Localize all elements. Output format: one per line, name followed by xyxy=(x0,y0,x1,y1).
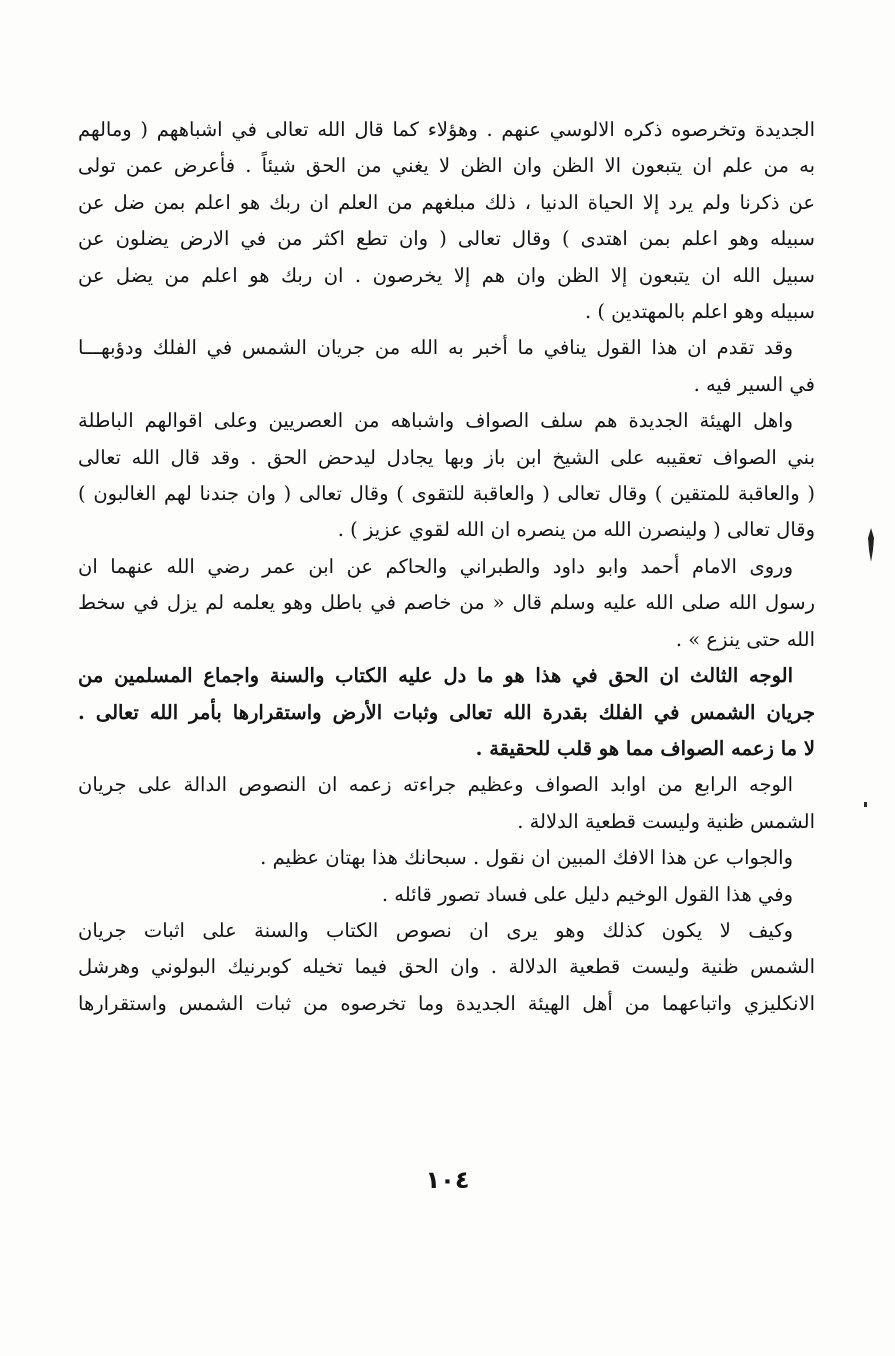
line-row xyxy=(78,695,815,731)
text-line: والجواب عن هذا الافك المبين ان نقول . سبحانك هذا بهتان عظيم . xyxy=(260,846,793,870)
text-line: الله حتى ينزع » . xyxy=(675,627,815,651)
line-row xyxy=(78,658,815,694)
margin-speck xyxy=(864,802,867,807)
line-row xyxy=(78,767,815,803)
text-line: وقد تقدم ان هذا القول ينافي ما أخبر به الله من جريان الشمس في الفلك ودؤبهـــا xyxy=(78,336,793,360)
text-line: سبيله وهو اعلم بالمهتدين ) . xyxy=(584,300,815,324)
text-line: في السير فيه . xyxy=(693,372,815,396)
line-row xyxy=(78,622,815,658)
line-row xyxy=(78,367,815,403)
line-row xyxy=(78,804,815,840)
text-line: وكيف لا يكون كذلك وهو يرى ان نصوص الكتاب والسنة على اثبات جريان xyxy=(78,918,793,942)
text-line: رسول الله صلى الله عليه وسلم قال « من خاصم في باطل وهو يعلمه لم يزل في سخط xyxy=(78,591,815,615)
line-row xyxy=(78,403,815,439)
text-line: جريان الشمس في الفلك بقدرة الله تعالى وثبات الأرض واستقرارها بأمر الله تعالى . xyxy=(78,700,815,724)
text-line: واهل الهيئة الجديدة هم سلف الصواف واشباهه من العصريين وعلى اقوالهم الباطلة xyxy=(78,409,793,433)
line-row xyxy=(78,986,815,1022)
line-row xyxy=(78,877,815,913)
line-row xyxy=(78,112,815,148)
line-row xyxy=(78,294,815,330)
line-row xyxy=(78,731,815,767)
text-line: عن ذكرنا ولم يرد إلا الحياة الدنيا ، ذلك مبلغهم من العلم ان ربك هو اعلم بمن ضل عن xyxy=(78,190,815,214)
text-line: سبيل الله ان يتبعون إلا الظن وان هم إلا يخرصون . ان ربك هو اعلم من يضل عن xyxy=(78,263,815,287)
line-row xyxy=(78,913,815,949)
margin-ink-mark xyxy=(867,528,875,562)
line-row xyxy=(78,440,815,476)
text-line: الشمس ظنية وليست قطعية الدلالة . وان الحق فيما تخيله كوبرنيك البولوني وهرشل xyxy=(78,955,815,979)
text-line: الشمس ظنية وليست قطعية الدلالة . xyxy=(517,809,815,833)
line-row xyxy=(78,840,815,876)
line-row xyxy=(78,330,815,366)
line-row xyxy=(78,185,815,221)
body-text xyxy=(78,112,815,1022)
text-line: ( والعاقبة للمتقين ) وقال تعالى ( والعاقبة للتقوى ) وقال تعالى ( وان جندنا لهم الغالبون ) xyxy=(78,482,815,506)
text-line: به من علم ان يتبعون الا الظن وان الظن لا يغني من الحق شيئاً . فأعرض عمن تولى xyxy=(78,154,815,178)
text-line: سبيله وهو اعلم بمن اهتدى ) وقال تعالى ( وان تطع اكثر من في الارض يضلون عن xyxy=(78,227,815,251)
line-row xyxy=(78,585,815,621)
page-number: ١٠٤ xyxy=(425,1166,470,1194)
line-row xyxy=(78,258,815,294)
text-line: لا ما زعمه الصواف مما هو قلب للحقيقة . xyxy=(475,736,815,760)
text-line: الانكليزي واتباعهما من أهل الهيئة الجديدة وما تخرصوه من ثبات الشمس واستقرارها xyxy=(78,991,815,1015)
line-row xyxy=(78,148,815,184)
line-row xyxy=(78,949,815,985)
text-line: الوجه الرابع من اوابد الصواف وعظيم جراءته زعمه ان النصوص الدالة على جريان xyxy=(78,773,793,797)
text-line: وفي هذا القول الوخيم دليل على فساد تصور قائله . xyxy=(381,882,793,906)
line-row xyxy=(78,512,815,548)
text-line: بني الصواف تعقيبه على الشيخ ابن باز وبها يجادل ليدحض الحق . وقد قال الله تعالى xyxy=(78,445,815,469)
line-row xyxy=(78,476,815,512)
text-line: وروى الامام أحمد وابو داود والطبراني والحاكم عن ابن عمر رضي الله عنهما ان xyxy=(78,554,793,578)
line-row xyxy=(78,221,815,257)
text-line: الجديدة وتخرصوه ذكره الالوسي عنهم . وهؤلاء كما قال الله تعالى في اشباههم ( ومالهم xyxy=(78,118,815,141)
line-row xyxy=(78,549,815,585)
text-line: الوجه الثالث ان الحق في هذا هو ما دل عليه الكتاب والسنة واجماع المسلمين من xyxy=(78,664,793,688)
text-line: وقال تعالى ( ولينصرن الله من ينصره ان الله لقوي عزيز ) . xyxy=(337,518,815,542)
